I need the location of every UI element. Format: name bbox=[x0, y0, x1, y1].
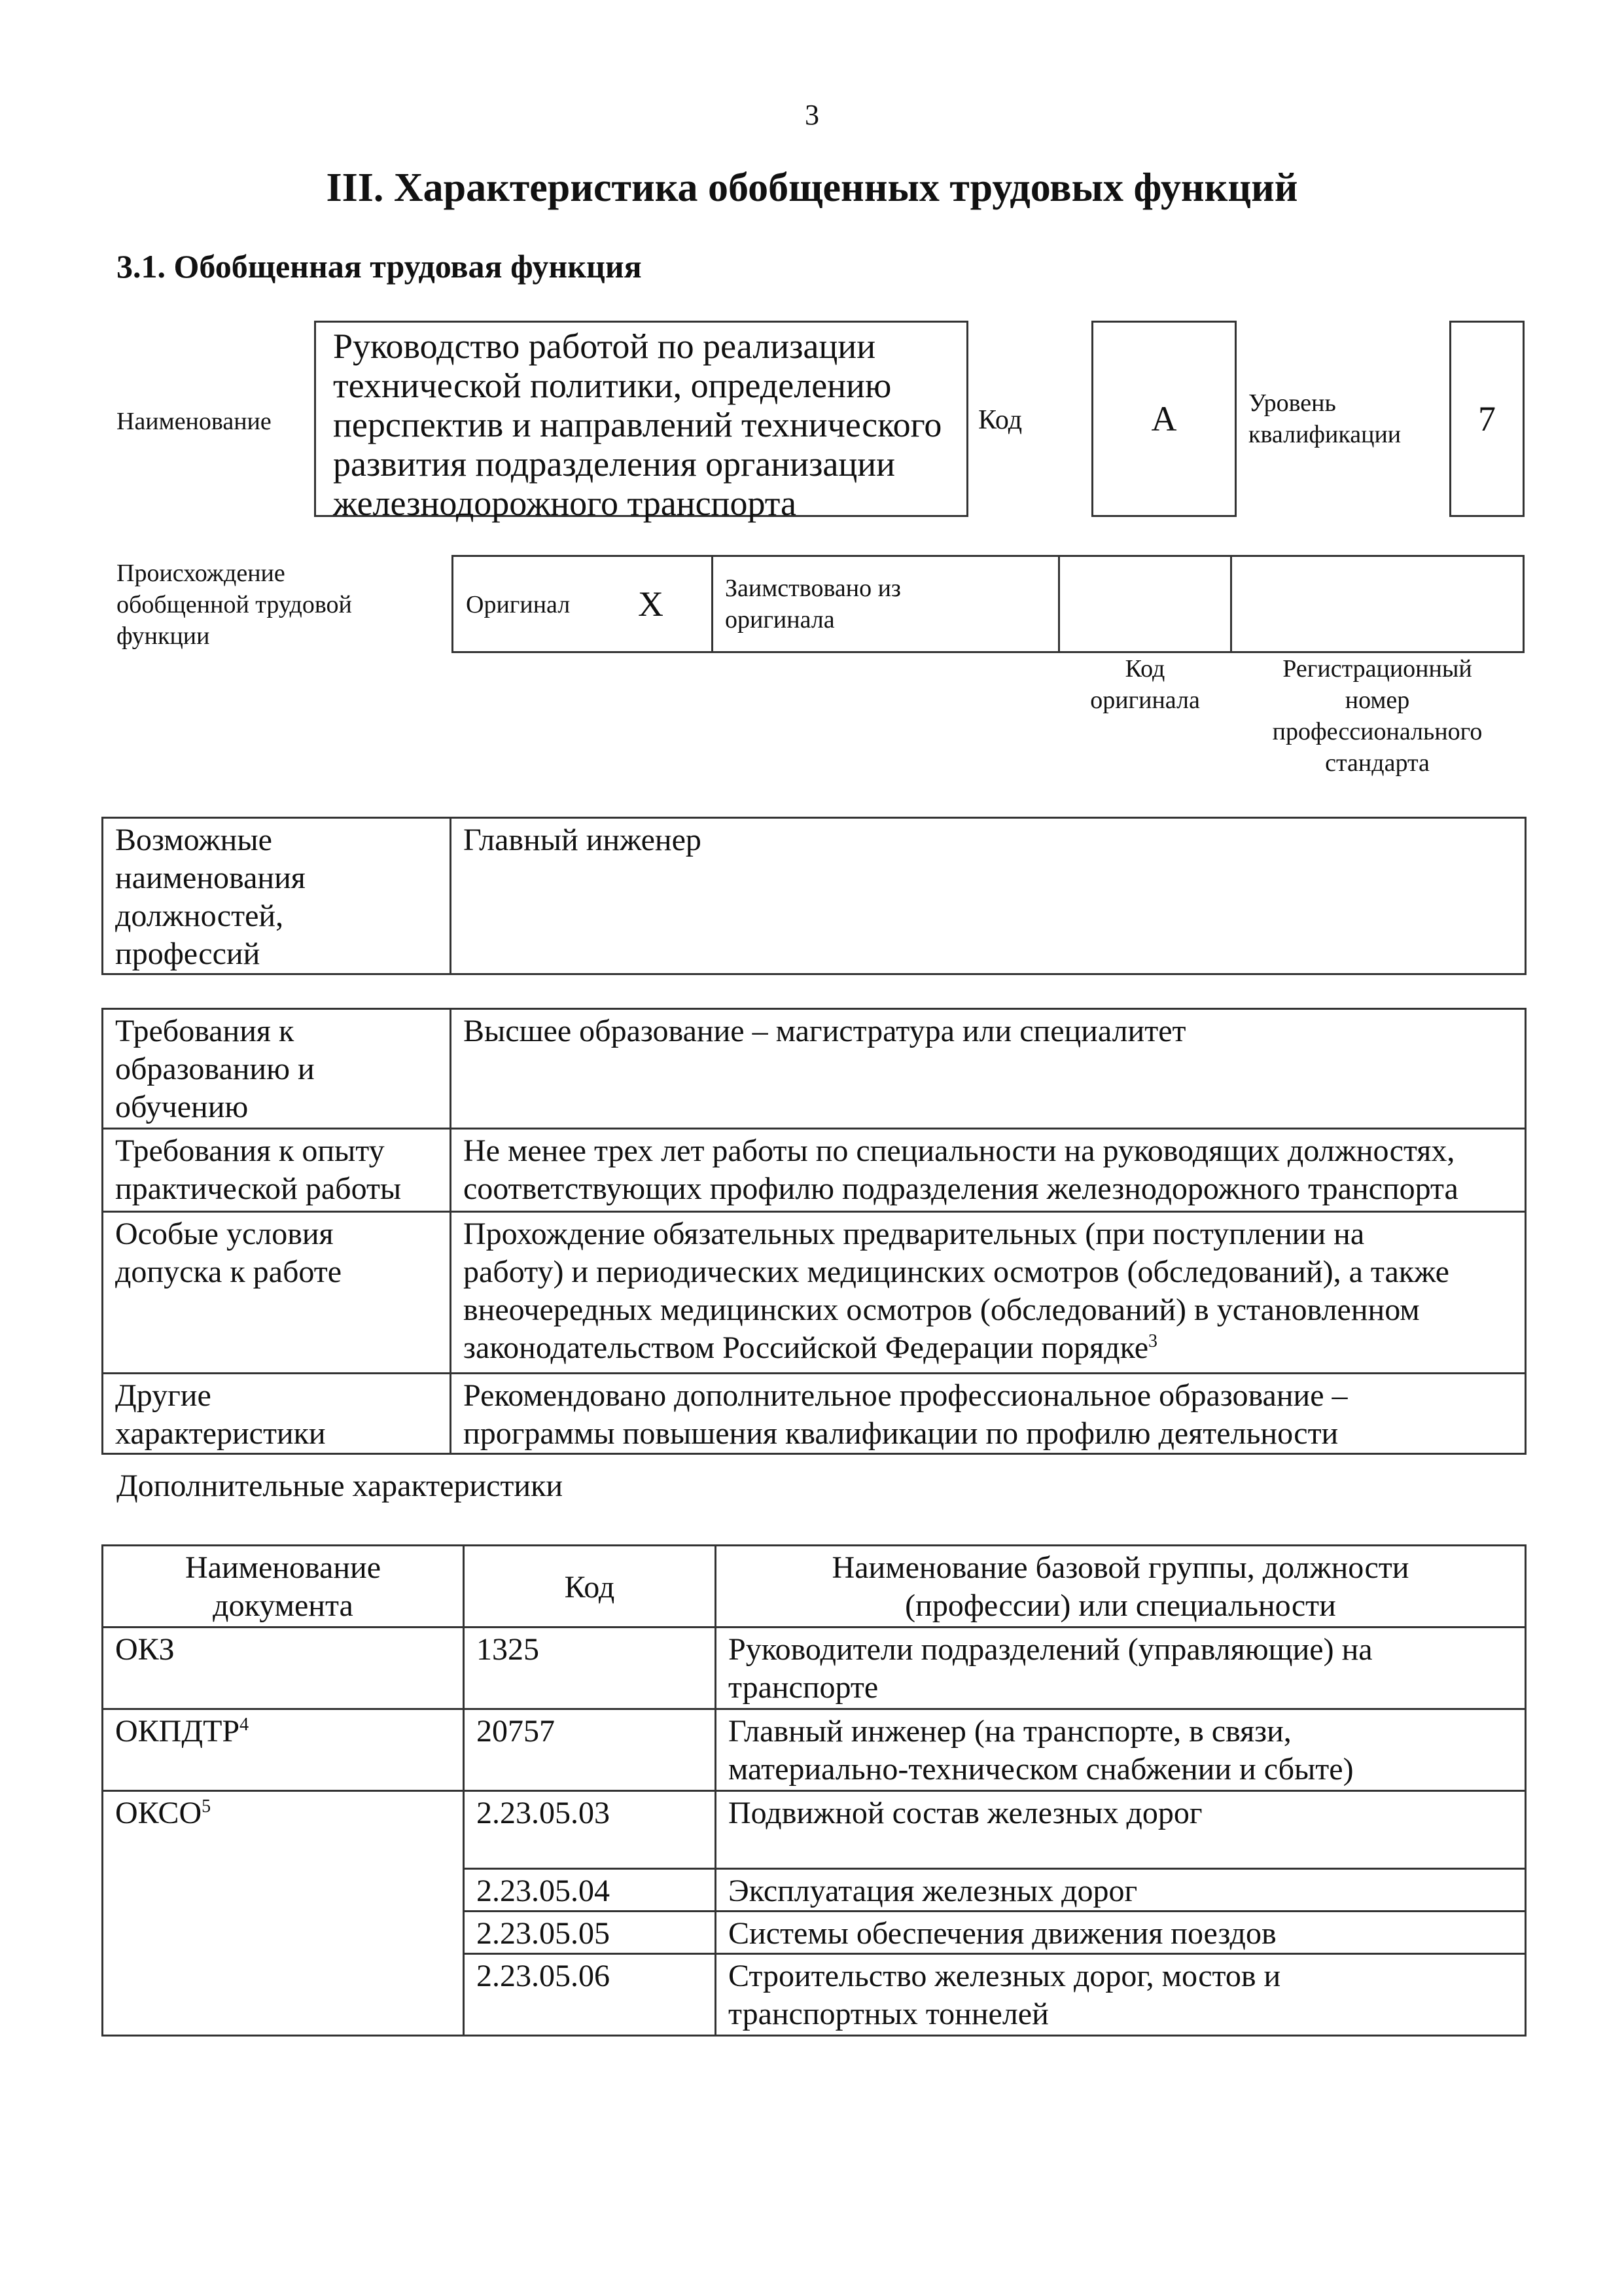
code-original-caption bbox=[1058, 653, 1232, 716]
requirement-value-line: Прохождение обязательных предварительных (при поступлении на bbox=[463, 1217, 1365, 1251]
requirement-value bbox=[451, 1009, 1526, 1129]
name-line: Руководители подразделений (управляющие) на bbox=[728, 1632, 1373, 1667]
borrowed-label-line: оригинала bbox=[725, 606, 835, 633]
positions-label-line: наименования bbox=[115, 861, 306, 895]
additional-table bbox=[101, 1544, 1527, 2037]
origin-label bbox=[116, 558, 352, 652]
name-line: Строительство железных дорог, мостов и bbox=[728, 1959, 1281, 1993]
requirement-label-line: Особые условия bbox=[115, 1217, 334, 1251]
origin-divider bbox=[1230, 555, 1232, 653]
level-label bbox=[1248, 387, 1401, 450]
level-label-line-2: квалификации bbox=[1248, 421, 1402, 448]
reg-caption-line: Регистрационный bbox=[1282, 655, 1472, 683]
doc-name: ОКСО bbox=[115, 1796, 202, 1830]
requirement-value-line: Рекомендовано дополнительное профессиональное образование – bbox=[463, 1378, 1348, 1413]
column-header-line: Наименование базовой группы, должности bbox=[832, 1550, 1409, 1585]
origin-divider bbox=[1058, 555, 1060, 653]
table-row bbox=[103, 1628, 1526, 1709]
origin-label-line: обобщенной трудовой bbox=[116, 591, 352, 618]
code-cell: 2.23.05.06 bbox=[464, 1954, 716, 2036]
positions-table bbox=[101, 817, 1527, 975]
column-header bbox=[103, 1546, 464, 1628]
positions-label-line: профессий bbox=[115, 936, 260, 971]
level-label-line-1: Уровень bbox=[1248, 389, 1336, 417]
code-cell: 20757 bbox=[464, 1709, 716, 1791]
name-line: материально-техническом снабжении и сбыте) bbox=[728, 1752, 1354, 1787]
table-header-row bbox=[103, 1546, 1526, 1628]
doc-cell bbox=[103, 1791, 464, 2036]
origin-label-line: Происхождение bbox=[116, 560, 285, 587]
positions-value: Главный инженер bbox=[451, 818, 1526, 974]
requirement-label bbox=[103, 1009, 451, 1129]
name-cell bbox=[716, 1954, 1526, 2036]
requirement-value-line: внеочередных медицинских осмотров (обследований) в установленном bbox=[463, 1292, 1420, 1327]
function-name-line: железнодорожного транспорта bbox=[333, 484, 796, 523]
function-name-line: перспектив и направлений технического bbox=[333, 405, 942, 444]
reg-caption-line: стандарта bbox=[1325, 749, 1430, 777]
borrowed-label bbox=[725, 573, 901, 635]
borrowed-label-line: Заимствовано из bbox=[725, 575, 901, 602]
column-header-line: документа bbox=[213, 1588, 353, 1623]
subsection-title: 3.1. Обобщенная трудовая функция bbox=[116, 248, 642, 285]
requirement-value-line bbox=[463, 1329, 1513, 1367]
table-row bbox=[103, 1374, 1526, 1454]
footnote-ref: 3 bbox=[1148, 1331, 1157, 1351]
requirement-value-line: соответствующих профилю подразделения железнодорожного транспорта bbox=[463, 1171, 1458, 1206]
name-line: транспортных тоннелей bbox=[728, 1997, 1049, 2031]
positions-label-line: Возможные bbox=[115, 823, 272, 857]
table-row bbox=[103, 1709, 1526, 1791]
table-row bbox=[103, 1791, 1526, 1869]
origin-divider bbox=[711, 555, 713, 653]
requirement-label-line: обучению bbox=[115, 1090, 249, 1124]
requirement-value-line: Высшее образование – магистратура или специалитет bbox=[463, 1014, 1186, 1048]
function-name-line: технической политики, определению bbox=[333, 366, 892, 405]
positions-label bbox=[103, 818, 451, 974]
requirement-label-line: Требования к bbox=[115, 1014, 294, 1048]
name-cell bbox=[716, 1709, 1526, 1791]
function-name-box bbox=[314, 321, 968, 523]
level-value: 7 bbox=[1449, 321, 1525, 517]
code-cell: 2.23.05.03 bbox=[464, 1791, 716, 1869]
requirement-label bbox=[103, 1374, 451, 1454]
requirement-value-line: Не менее трех лет работы по специальности на руководящих должностях, bbox=[463, 1133, 1455, 1168]
requirement-value bbox=[451, 1129, 1526, 1212]
origin-label-line: функции bbox=[116, 622, 210, 650]
name-cell bbox=[716, 1791, 1526, 1869]
footnote-ref: 4 bbox=[239, 1715, 249, 1735]
requirement-label-line: образованию и bbox=[115, 1052, 315, 1086]
name-cell bbox=[716, 1912, 1526, 1954]
reg-caption-line: номер bbox=[1345, 686, 1410, 714]
table-row bbox=[103, 1212, 1526, 1374]
name-cell bbox=[716, 1869, 1526, 1912]
function-name-line: Руководство работой по реализации bbox=[333, 327, 876, 366]
requirement-value-line: программы повышения квалификации по профилю деятельности bbox=[463, 1416, 1339, 1451]
footnote-ref: 5 bbox=[202, 1796, 211, 1817]
positions-label-line: должностей, bbox=[115, 898, 284, 933]
requirement-value bbox=[451, 1374, 1526, 1454]
name-line: транспорте bbox=[728, 1670, 879, 1705]
code-original-caption-line: Код bbox=[1125, 655, 1165, 683]
requirement-label-line: допуска к работе bbox=[115, 1254, 342, 1289]
column-header-line: (профессии) или специальности bbox=[905, 1588, 1336, 1623]
table-row bbox=[103, 1009, 1526, 1129]
name-line: Главный инженер (на транспорте, в связи, bbox=[728, 1714, 1292, 1749]
requirement-value-text: законодательством Российской Федерации порядке bbox=[463, 1330, 1148, 1365]
doc-cell bbox=[103, 1709, 464, 1791]
name-cell bbox=[716, 1628, 1526, 1709]
origin-box bbox=[451, 555, 1525, 653]
column-header bbox=[716, 1546, 1526, 1628]
requirements-table bbox=[101, 1008, 1527, 1455]
column-header bbox=[464, 1546, 716, 1628]
requirement-label bbox=[103, 1129, 451, 1212]
requirement-label-line: Требования к опыту bbox=[115, 1133, 385, 1168]
column-header-line: Наименование bbox=[185, 1550, 381, 1585]
original-mark: Х bbox=[638, 584, 663, 624]
table-row bbox=[103, 1129, 1526, 1212]
additional-title: Дополнительные характеристики bbox=[116, 1468, 563, 1503]
doc-name: ОКПДТР bbox=[115, 1714, 240, 1749]
name-line: Системы обеспечения движения поездов bbox=[728, 1916, 1277, 1951]
doc-name: ОКЗ bbox=[115, 1632, 175, 1667]
requirement-label-line: характеристики bbox=[115, 1416, 326, 1451]
code-cell: 1325 bbox=[464, 1628, 716, 1709]
table-row bbox=[103, 818, 1526, 974]
code-label: Код bbox=[978, 405, 1023, 435]
reg-number-caption bbox=[1230, 653, 1525, 779]
requirement-label-line: Другие bbox=[115, 1378, 211, 1413]
code-cell: 2.23.05.05 bbox=[464, 1912, 716, 1954]
original-label: Оригинал bbox=[466, 591, 571, 618]
page-number: 3 bbox=[805, 99, 819, 131]
code-value: А bbox=[1091, 321, 1237, 517]
name-line: Подвижной состав железных дорог bbox=[728, 1796, 1203, 1830]
name-label: Наименование bbox=[116, 408, 272, 435]
section-title: III. Характеристика обобщенных трудовых функций bbox=[326, 166, 1298, 210]
column-header-line: Код bbox=[564, 1570, 615, 1605]
function-name-line: развития подразделения организации bbox=[333, 444, 896, 484]
reg-caption-line: профессионального bbox=[1272, 718, 1483, 745]
requirement-value-line: работу) и периодических медицинских осмотров (обследований), а также bbox=[463, 1254, 1449, 1289]
code-original-caption-line: оригинала bbox=[1090, 686, 1200, 714]
requirement-label-line: практической работы bbox=[115, 1171, 402, 1206]
requirement-value bbox=[451, 1212, 1526, 1374]
code-cell: 2.23.05.04 bbox=[464, 1869, 716, 1912]
name-line: Эксплуатация железных дорог bbox=[728, 1874, 1138, 1908]
doc-cell bbox=[103, 1628, 464, 1709]
requirement-label bbox=[103, 1212, 451, 1374]
